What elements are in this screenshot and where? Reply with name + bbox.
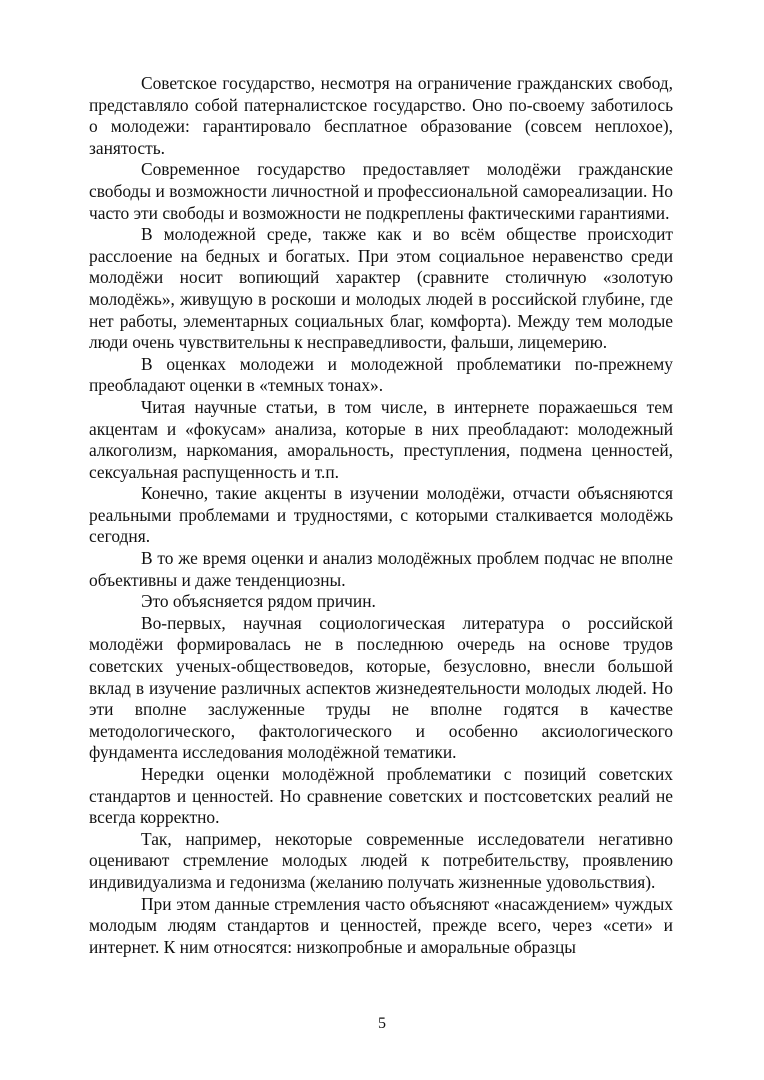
document-body — [89, 73, 673, 958]
paragraph-2: Современное государство предоставляет молодёжи гражданские свободы и возможности личностной и профессиональной самореализации. Но часто эти свободы и возможности не подкреплены фактическими гарантиями. — [89, 159, 673, 223]
paragraph-9: Во-первых, научная социологическая литература о российской молодёжи формировалась не в последнюю очередь на основе трудов советских ученых-обществоведов, которые, безусловно, внесли большой вклад в изучение различных аспектов жизнедеятельности молодых людей. Но эти вполне заслуженные труды не вполне годятся в качестве методологического, фактологического и особенно аксиологического фундамента исследования молодёжной тематики. — [89, 612, 673, 763]
paragraph-1: Советское государство, несмотря на ограничение гражданских свобод, представляло собой патерналистское государство. Оно по-своему заботилось о молодежи: гарантировало бесплатное образование (совсем неплохое), занятость. — [89, 73, 673, 158]
paragraph-4: В оценках молодежи и молодежной проблематики по-прежнему преобладают оценки в «темных тонах». — [89, 353, 673, 396]
paragraph-6: Конечно, такие акценты в изучении молодёжи, отчасти объясняются реальными проблемами и трудностями, с которыми сталкивается молодёжь сегодня. — [89, 483, 673, 547]
paragraph-3: В молодежной среде, также как и во всём обществе происходит расслоение на бедных и богатых. При этом социальное неравенство среди молодёжи носит вопиющий характер (сравните столичную «золотую молодёжь», живущую в роскоши и молодых людей в российской глубине, где нет работы, элементарных социальных благ, комфорта). Между тем молодые люди очень чувствительны к несправедливости, фальши, лицемерию. — [89, 224, 673, 353]
paragraph-7: В то же время оценки и анализ молодёжных проблем подчас не вполне объективны и даже тенденциозны. — [89, 548, 673, 590]
paragraph-12: При этом данные стремления часто объясняют «насаждением» чуждых молодым людям стандартов и ценностей, прежде всего, через «сети» и интернет. К ним относятся: низкопробные и аморальные образцы — [89, 893, 673, 957]
paragraph-8: Это объясняется рядом причин. — [141, 591, 376, 612]
paragraph-11: Так, например, некоторые современные исследователи негативно оценивают стремление молодых людей к потребительству, проявлению индивидуализма и гедонизма (желанию получать жизненные удовольствия). — [89, 828, 673, 892]
page-number: 5 — [378, 1015, 386, 1032]
paragraph-5: Читая научные статьи, в том числе, в интернете поражаешься тем акцентам и «фокусам» анализа, которые в них преобладают: молодежный алкоголизм, наркомания, аморальность, преступления, подмена ценностей, сексуальная распущенность и т.п. — [89, 396, 673, 482]
paragraph-10: Нередки оценки молодёжной проблематики с позиций советских стандартов и ценностей. Но сравнение советских и постсоветских реалий не всегда корректно. — [89, 764, 673, 828]
